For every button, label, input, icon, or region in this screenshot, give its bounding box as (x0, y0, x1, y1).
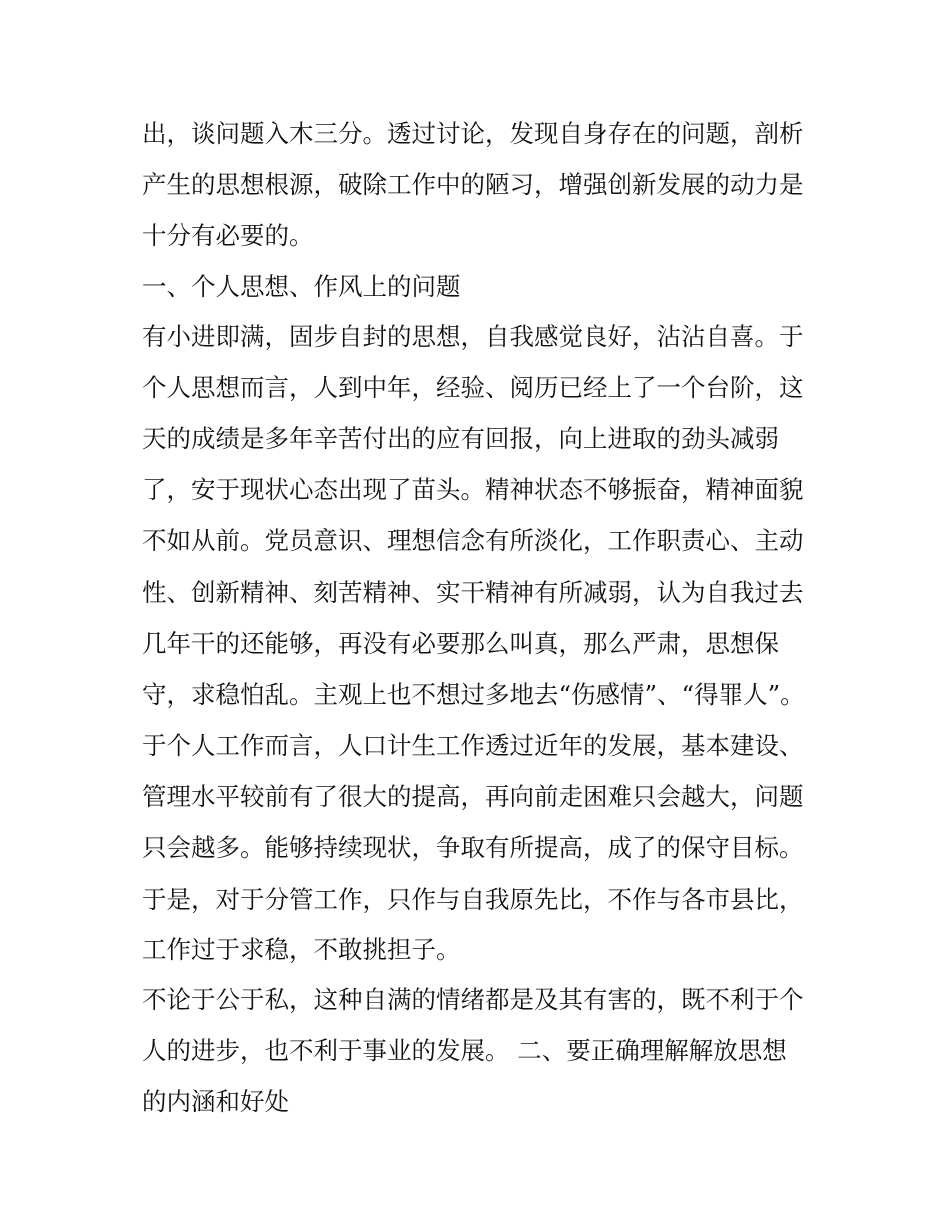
paragraph-line: 产生的思想根源，破除工作中的陋习，增强创新发展的动力是 (142, 170, 804, 200)
document-body (142, 108, 822, 1127)
paragraph-line: 守，求稳怕乱。主观上也不想过多地去“伤感情”、“得罪人”。 (142, 679, 805, 709)
paragraph-line: 十分有必要的。 (142, 221, 314, 251)
paragraph-line: 有小进即满，固步自封的思想，自我感觉良好，沾沾自喜。于 (142, 321, 804, 351)
paragraph-line: 的内涵和好处 (142, 1087, 289, 1117)
paragraph-line: 出，谈问题入木三分。透过讨论，发现自身存在的问题，剖析 (142, 119, 804, 148)
paragraph-line: 个人思想而言，人到中年，经验、阅历已经上了一个台阶，这 (142, 372, 804, 402)
paragraph-line: 天的成绩是多年辛苦付出的应有回报，向上进取的劲头减弱 (142, 423, 779, 453)
paragraph-line: 人的进步，也不利于事业的发展。 二、要正确理解解放思想 (142, 1036, 787, 1065)
paragraph-line: 于个人工作而言，人口计生工作透过近年的发展，基本建设、 (142, 731, 804, 761)
paragraph-line: 不如从前。党员意识、理想信念有所淡化，工作职责心、主动 (142, 526, 804, 556)
paragraph-line: 工作过于求稳，不敢挑担子。 (142, 934, 461, 964)
paragraph-line: 几年干的还能够，再没有必要那么叫真，那么严肃，思想保 (142, 628, 779, 658)
paragraph-line: 只会越多。能够持续现状，争取有所提高，成了的保守目标。 (142, 833, 804, 863)
paragraph-line: 不论于公于私，这种自满的情绪都是及其有害的，既不利于个 (142, 984, 804, 1014)
paragraph-line: 了，安于现状心态出现了苗头。精神状态不够振奋，精神面貌 (142, 475, 804, 505)
paragraph-line: 于是，对于分管工作，只作与自我原先比，不作与各市县比， (142, 884, 804, 914)
paragraph-line: 性、创新精神、刻苦精神、实干精神有所减弱，认为自我过去 (142, 577, 804, 607)
paragraph-line: 管理水平较前有了很大的提高，再向前走困难只会越大，问题 (142, 782, 804, 812)
section-heading: 一、个人思想、作风上的问题 (142, 271, 461, 301)
